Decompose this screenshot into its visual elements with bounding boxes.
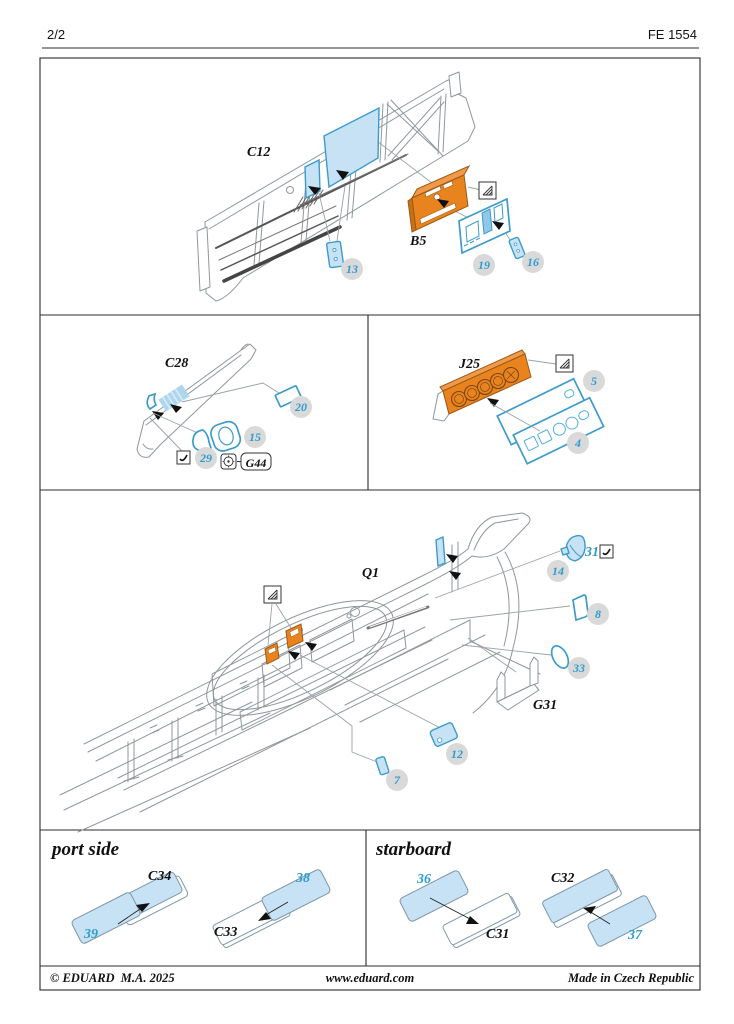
pe-callout-20: 20	[290, 396, 312, 418]
kit-part-label-c12: C12	[247, 145, 271, 160]
pe-small-panel	[305, 160, 320, 198]
pe-callout-19: 19	[473, 254, 495, 276]
page-number: 2/2	[47, 27, 66, 42]
pe-label-36: 36	[417, 872, 431, 887]
pe-part-7-shape	[375, 756, 389, 775]
pe-callout-15: 15	[244, 426, 266, 448]
pe-callout-12: 12	[446, 743, 468, 765]
pe-callout-13: 13	[341, 258, 363, 280]
pe-part-39-shape	[71, 891, 142, 944]
bend-symbol-icon	[264, 586, 281, 603]
kit-part-label-q1: Q1	[362, 566, 380, 581]
kit-part-label-b5: B5	[410, 234, 427, 249]
kit-part-label-g44: G44	[245, 456, 267, 470]
check-symbol-icon	[600, 545, 613, 558]
pe-callout-5: 5	[583, 370, 605, 392]
step2-glareshield-drawing	[137, 344, 301, 470]
bend-symbol-icon	[479, 182, 496, 199]
pe-part-14-shape	[561, 536, 585, 561]
pe-tip-part	[147, 394, 156, 409]
pe-label-31: 31	[585, 545, 599, 560]
product-code: FE 1554	[647, 27, 697, 42]
step3-cockpit-drawing	[60, 513, 613, 832]
section-title-port-side: port side	[52, 839, 120, 860]
pe-callout-7: 7	[386, 769, 408, 791]
pe-frame-strip	[436, 537, 445, 566]
pe-callout-4: 4	[567, 432, 589, 454]
step4-port-side-drawing	[71, 868, 332, 948]
kit-part-label-j25: J25	[459, 357, 480, 372]
pe-callout-8: 8	[587, 603, 609, 625]
kit-part-label-c31: C31	[486, 927, 510, 942]
pe-label-39: 39	[84, 927, 98, 942]
step4-starboard-drawing	[399, 869, 658, 949]
kit-part-label-c34: C34	[148, 869, 172, 884]
footer-copyright: © EDUARD M.A. 2025	[50, 971, 175, 985]
round-part-symbol-icon	[221, 454, 236, 469]
kit-part-label-c33: C33	[214, 925, 238, 940]
pe-label-37: 37	[628, 928, 642, 943]
kit-part-label-c32: C32	[551, 871, 575, 886]
footer-origin: Made in Czech Republic	[567, 971, 694, 985]
pe-callout-14: 14	[547, 560, 569, 582]
section-title-starboard: starboard	[376, 839, 451, 860]
check-symbol-icon	[177, 451, 190, 464]
kit-part-label-c28: C28	[165, 356, 189, 371]
pe-part-36-shape	[399, 869, 470, 922]
footer-website: www.eduard.com	[325, 971, 415, 985]
pe-callout-33: 33	[568, 657, 590, 679]
pe-callout-29: 29	[195, 447, 217, 469]
bend-symbol-icon	[556, 355, 573, 372]
kit-part-label-g31: G31	[533, 698, 558, 713]
pe-callout-16: 16	[522, 251, 544, 273]
pe-part-8-shape	[573, 595, 588, 620]
pe-label-38: 38	[296, 871, 310, 886]
